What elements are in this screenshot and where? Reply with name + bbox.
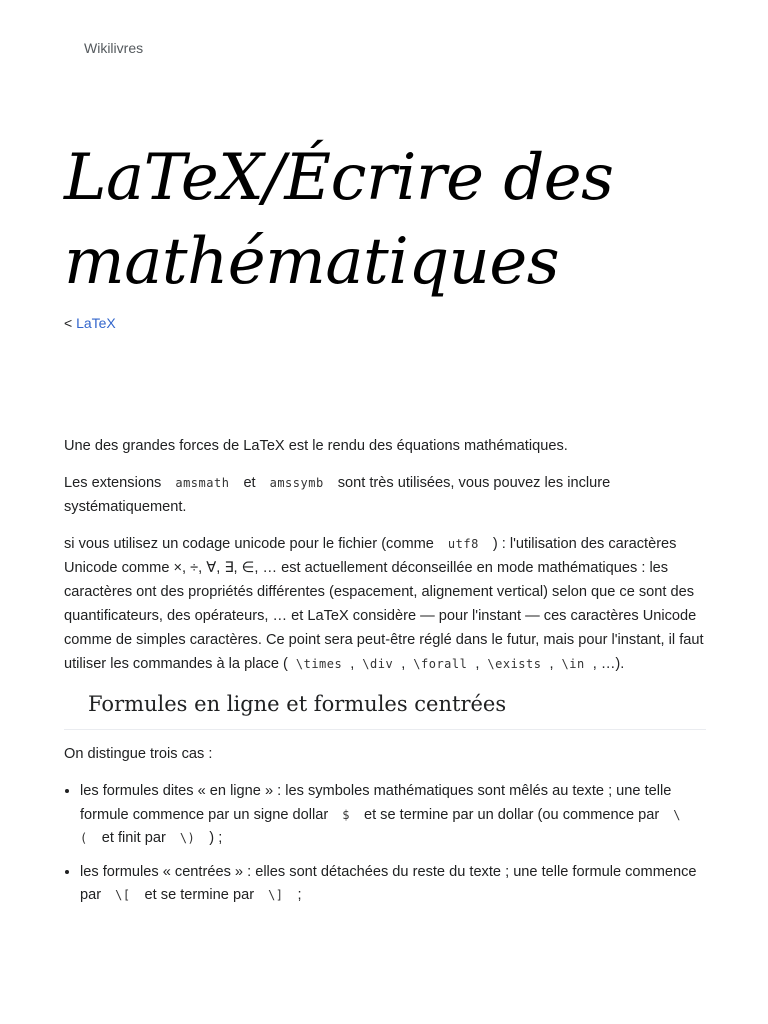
list-item-inline	[80, 780, 706, 851]
code-amssymb: amssymb	[269, 476, 324, 490]
unicode-sep-1: ,	[350, 656, 355, 672]
breadcrumb-link-latex[interactable]: LaTeX	[76, 315, 116, 331]
breadcrumb	[64, 315, 116, 331]
centered-text-1: les formules « centrées » : elles sont détachées du reste du texte ; une telle formule commence par	[80, 863, 697, 903]
inline-text-4: ) ;	[209, 830, 223, 846]
code-utf8: utf8	[447, 537, 479, 551]
centered-text-2: et se termine par	[144, 887, 255, 903]
breadcrumb-prefix: <	[64, 315, 77, 331]
centered-text-3: ;	[297, 887, 302, 903]
page-title: LaTeX/Écrire des mathématiques	[64, 141, 614, 299]
inline-text-1: les formules dites « en ligne » : les symboles mathématiques sont mêlés au texte ; une telle formule commence par un signe dollar	[80, 783, 672, 823]
distinguish-paragraph: On distingue trois cas :	[64, 746, 213, 762]
code-div: \div	[362, 657, 394, 671]
extensions-paragraph	[64, 471, 706, 519]
unicode-text-3: , …).	[592, 656, 625, 672]
code-times: \times	[295, 657, 343, 671]
unicode-text-2: ) : l'utilisation des caractères Unicode comme ×, ÷, ∀, ∃, ∈, … est actuellement déconseillée en mode mathématiques : les caractères ont des propriétés différentes (espacement, alignement vertical) selon que ce sont des quantificateurs, des opérateurs, … et LaTeX considère — pour l'instant — ces caractères Unicode comme de simples caractères. Ce point sera peut-être réglé dans le futur, mais pour l'instant, il faut utiliser les commandes à la place (	[64, 536, 704, 672]
extensions-text-2: et	[243, 475, 256, 491]
code-close-bracket: \]	[268, 888, 284, 902]
code-dollar: $	[342, 807, 350, 822]
code-in: \in	[561, 657, 585, 671]
intro-paragraph: Une des grandes forces de LaTeX est le rendu des équations mathématiques.	[64, 438, 568, 454]
unicode-sep-3: ,	[475, 656, 480, 672]
unicode-text-1: si vous utilisez un codage unicode pour le fichier (comme	[64, 536, 434, 552]
list-item-centered	[80, 861, 706, 908]
inline-text-3: et finit par	[101, 830, 166, 846]
inline-text-2: et se termine par un dollar (ou commence par	[363, 806, 660, 823]
code-exists: \exists	[487, 657, 542, 671]
code-open-paren: \(	[80, 807, 681, 845]
unicode-sep-2: ,	[401, 656, 406, 672]
cases-list	[64, 780, 706, 908]
section-heading[interactable]: Formules en ligne et formules centrées	[64, 689, 706, 730]
unicode-paragraph	[64, 532, 706, 676]
code-close-paren: \)	[179, 831, 196, 845]
extensions-text-3: sont très utilisées, vous pouvez les inclure systématiquement.	[64, 475, 611, 515]
code-amsmath: amsmath	[175, 476, 230, 490]
code-forall: \forall	[413, 657, 468, 671]
site-name[interactable]: Wikilivres	[84, 40, 144, 56]
code-open-bracket: \[	[115, 888, 131, 902]
article-content	[64, 434, 706, 918]
unicode-sep-4: ,	[549, 656, 554, 672]
extensions-text-1: Les extensions	[64, 475, 162, 491]
